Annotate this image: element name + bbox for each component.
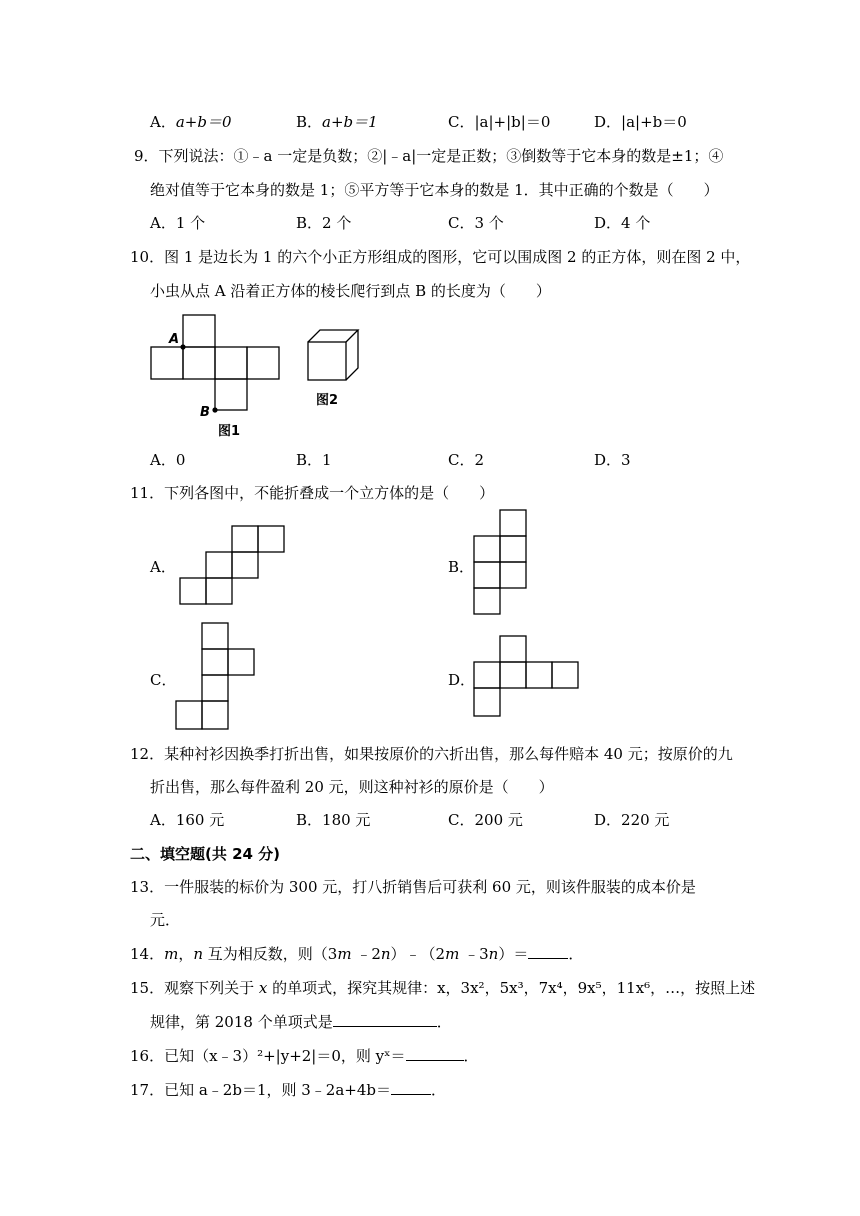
q12-option-c: C．200 元 (448, 811, 523, 829)
q10-line2: 小虫从点 A 沿着正方体的棱长爬行到点 B 的长度为（ ） (150, 282, 551, 300)
q12-line1: 12．某种衬衫因换季打折出售，如果按原价的六折出售，那么每件赔本 40 元；按原价的九 (130, 745, 733, 763)
q9-line2: 绝对值等于它本身的数是 1；⑤平方等于它本身的数是 1．其中正确的个数是（ ） (150, 181, 719, 199)
q11-net-a (178, 524, 288, 608)
q9-line1: 9．下列说法：①﹣a 一定是负数；②|﹣a|一定是正数；③倒数等于它本身的数是±1；④ (134, 147, 724, 165)
q11-net-c (174, 621, 260, 733)
q17-answer-blank[interactable] (391, 1080, 431, 1095)
q10-line1: 10．图 1 是边长为 1 的六个小正方形组成的图形，它可以围成图 2 的正方体，则在图 2 中， (130, 248, 751, 266)
q10-figure2-cube (300, 322, 370, 412)
q11-label-d: D． (448, 671, 476, 689)
q10-figure1-net (140, 310, 290, 445)
q13-line1: 13．一件服装的标价为 300 元，打八折销售后可获利 60 元，则该件服装的成本价是 (130, 878, 696, 896)
q14-answer-blank[interactable] (528, 944, 568, 959)
q10-option-b: B．1 (296, 451, 332, 469)
q16-answer-blank[interactable] (406, 1046, 464, 1061)
q11-label-b: B． (448, 558, 475, 576)
q14-line: 14．m，n 互为相反数，则（3m ﹣2n）﹣（2m ﹣3n）＝ ． (130, 945, 584, 963)
q12-line2: 折出售，那么每件盈利 20 元，则这种衬衫的原价是（ ） (150, 778, 554, 796)
q15-line1: 15．观察下列关于 x 的单项式，探究其规律：x，3x²，5x³，7x⁴，9x⁵，11x⁶，…，按照上述 (130, 979, 756, 997)
q17-line: 17．已知 a﹣2b＝1，则 3﹣2a+4b＝ ． (130, 1081, 447, 1099)
q10-option-a: A．0 (150, 451, 186, 469)
q15-answer-blank[interactable] (333, 1012, 437, 1027)
q11-line1: 11．下列各图中，不能折叠成一个立方体的是（ ） (130, 484, 495, 502)
q10-point-b: B (200, 405, 210, 420)
q13-line2: 元． (150, 911, 181, 929)
section2-title: 二、填空题(共 24 分) (130, 845, 281, 863)
q9-option-c: C．3 个 (448, 214, 504, 232)
q10-fig1-label: 图1 (218, 424, 241, 439)
q12-option-a: A．160 元 (150, 811, 225, 829)
q11-label-a: A． (150, 558, 176, 576)
q10-option-c: C．2 (448, 451, 485, 469)
q10-point-a: A (169, 332, 180, 347)
q9-option-b: B．2 个 (296, 214, 352, 232)
q11-net-b (472, 508, 532, 620)
q16-line: 16．已知（x﹣3）²+|y+2|＝0，则 yˣ＝ ． (130, 1047, 479, 1065)
q10-option-d: D．3 (594, 451, 631, 469)
q8-option-a: A．a+b＝0 (150, 113, 232, 131)
q9-option-d: D．4 个 (594, 214, 651, 232)
q12-option-d: D．220 元 (594, 811, 670, 829)
q11-label-c: C． (150, 671, 177, 689)
q9-option-a: A．1 个 (150, 214, 206, 232)
q8-option-d: D．|a|+b＝0 (594, 113, 687, 131)
q11-net-d (472, 634, 584, 720)
q10-fig2-label: 图2 (316, 393, 339, 408)
q8-option-c: C．|a|+|b|＝0 (448, 113, 551, 131)
q15-line2: 规律，第 2018 个单项式是 ． (150, 1013, 452, 1031)
q12-option-b: B．180 元 (296, 811, 371, 829)
q8-option-b: B．a+b＝1 (296, 113, 378, 131)
